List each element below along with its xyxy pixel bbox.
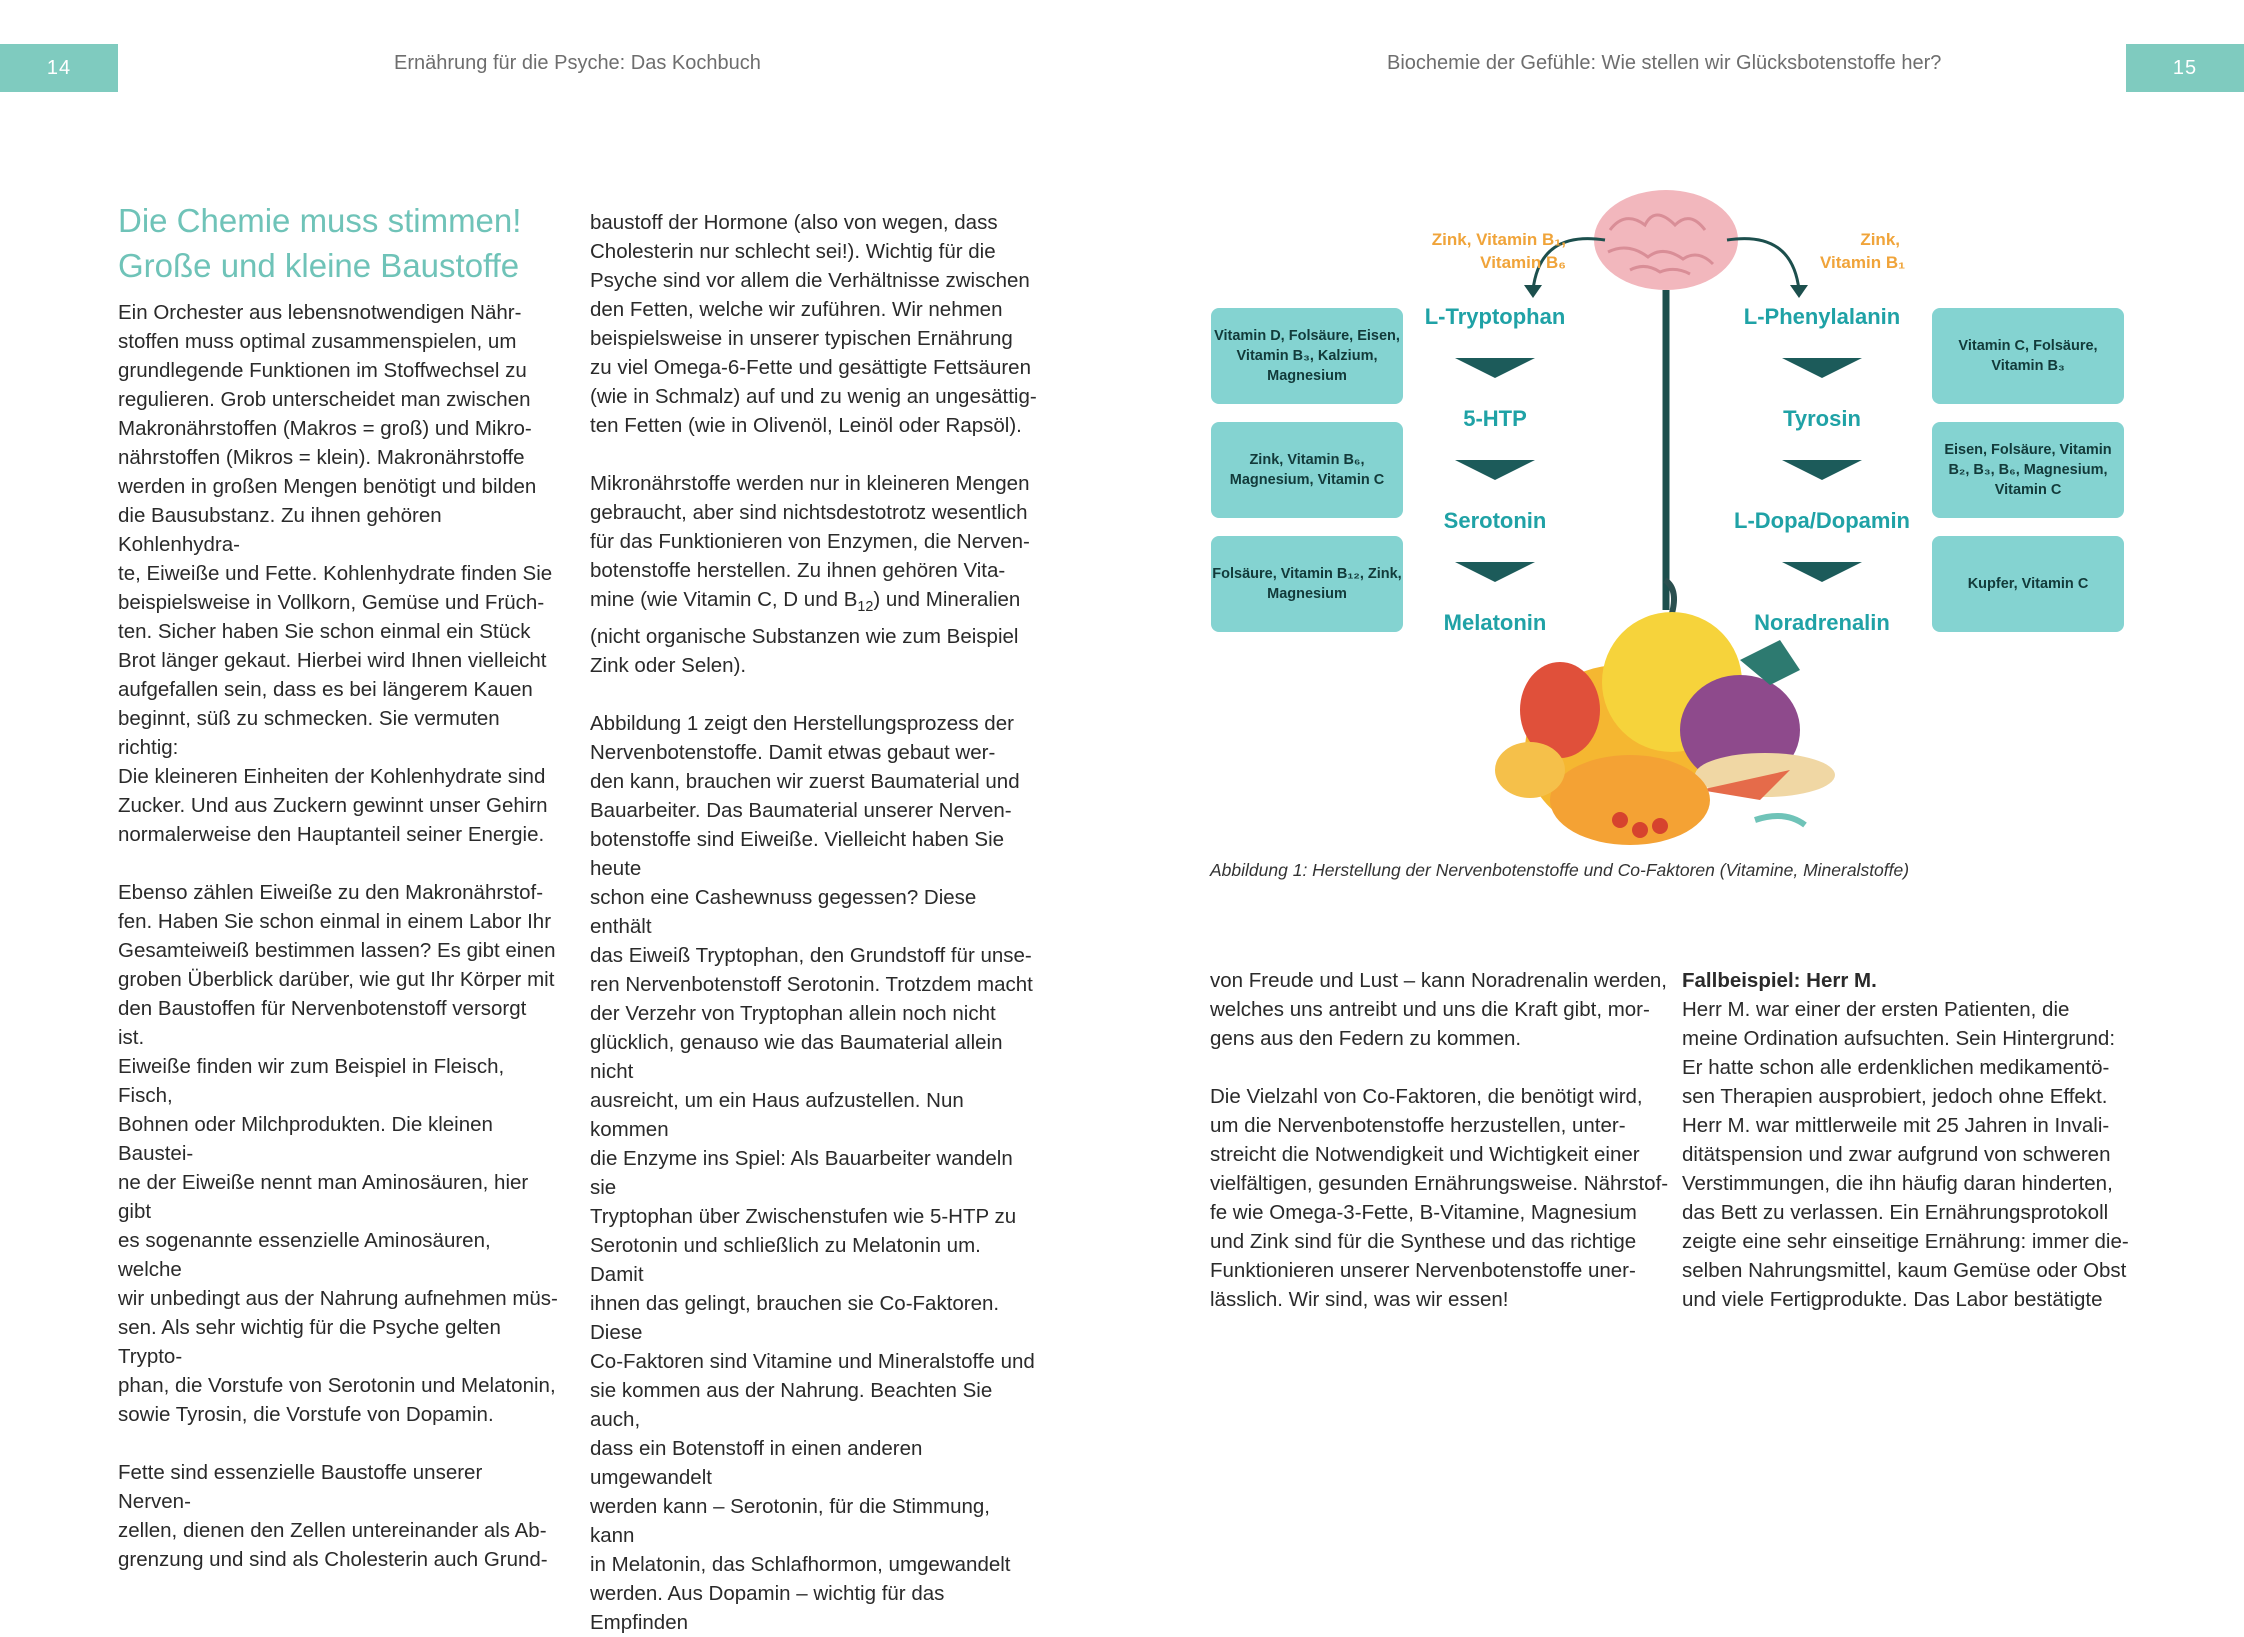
text-line: grundlegende Funktionen im Stoffwechsel zu (118, 359, 527, 382)
text-line: Zink oder Selen). (590, 654, 747, 678)
text-line: ne der Eiweiße nennt man Aminosäuren, hier gibt (118, 1171, 529, 1223)
text-line: in Melatonin, das Schlafhormon, umgewandelt (590, 1553, 1011, 1577)
body-text (590, 208, 1040, 585)
text-line: ditätspension und zwar aufgrund von schweren (1682, 1143, 2111, 1166)
text-line: von Freude und Lust – kann Noradrenalin werden, (1210, 969, 1667, 992)
text-line: werden. Aus Dopamin – wichtig für das Empfinden (590, 1582, 945, 1635)
text-line: Herr M. war einer der ersten Patienten, die (1682, 998, 2070, 1021)
cofactor-box-right-3 (1932, 536, 2124, 632)
right-curved-arrow (1727, 239, 1799, 290)
page-number-text: 15 (2172, 56, 2198, 79)
chem-5-htp: 5-HTP (1463, 406, 1527, 431)
text-line: Makronährstoffen (Makros = groß) und Mikro- (118, 417, 532, 440)
cofactor-line: Vitamin B₆ (1480, 253, 1566, 272)
text-line: sen. Als sehr wichtig für die Psyche gelten Trypto- (118, 1316, 501, 1368)
text-line: grenzung und sind als Cholesterin auch Grund- (118, 1548, 548, 1571)
body-text (590, 622, 1040, 1637)
paragraph-gap (1210, 1053, 1670, 1082)
text-line: den kann, brauchen wir zuerst Baumaterial und (590, 770, 1020, 794)
text-line: Tryptophan über Zwischenstufen wie 5-HTP zu (590, 1205, 1017, 1229)
text-line: ten. Sicher haben Sie schon einmal ein Stück (118, 620, 531, 643)
subscript: 12 (857, 599, 874, 616)
text-line: das Bett zu verlassen. Ein Ernährungsprotokoll (1682, 1201, 2109, 1224)
text-line: aufgefallen sein, dass es bei längerem Kauen (118, 678, 533, 701)
text-line: der Verzehr von Tryptophan allein noch nicht (590, 1002, 996, 1026)
cofactor-box-right-1 (1932, 308, 2124, 404)
text-line: Nervenbotenstoffe. Damit etwas gebaut wer- (590, 741, 996, 765)
text-line: Verstimmungen, die ihn häufig daran hinderten, (1682, 1172, 2113, 1195)
text-line: Mikronährstoffe werden nur in kleineren Mengen (590, 472, 1030, 495)
text-line: den Baustoffen für Nervenbotenstoff versorgt ist. (118, 997, 527, 1049)
right-page-column-2 (1682, 966, 2132, 1314)
text-line: (wie in Schmalz) auf und zu wenig an ungesättig- (590, 385, 1037, 408)
text-line: und viele Fertigprodukte. Das Labor bestätigte (1682, 1288, 2103, 1311)
body-text (118, 298, 558, 1574)
text-line: zeigte eine sehr einseitige Ernährung: immer die- (1682, 1230, 2129, 1253)
text-line: Bauarbeiter. Das Baumaterial unserer Nerven- (590, 799, 1012, 823)
page-number-right (2126, 44, 2244, 92)
heading-line: Große und kleine Baustoffe (118, 247, 520, 284)
text-line: sen Therapien ausprobiert, jedoch ohne Effekt. (1682, 1085, 2108, 1108)
text-line: ihnen das gelingt, brauchen sie Co-Faktoren. Diese (590, 1292, 1000, 1345)
text-line: gebraucht, aber sind nichtsdestotrotz wesentlich (590, 501, 1028, 524)
text-line: stoffen muss optimal zusammenspielen, um (118, 330, 517, 353)
chevron-arrow (1782, 460, 1862, 480)
cofactor-box-left-1 (1211, 308, 1403, 404)
cofactor-line: Zink, (1860, 230, 1900, 249)
text-line: regulieren. Grob unterscheidet man zwischen (118, 388, 531, 411)
cofactor-box-text: Eisen, Folsäure, Vitamin B₂, B₃, B₆, Magnesium, Vitamin C (1944, 442, 2112, 498)
text-line (590, 585, 1040, 622)
chem-l-phenylalanin: L-Phenylalanin (1743, 304, 1901, 329)
text-line: zu viel Omega-6-Fette und gesättigte Fettsäuren (590, 356, 1031, 379)
text-line: lässlich. Wir sind, was wir essen! (1210, 1288, 1509, 1311)
text-line: ren Nervenbotenstoff Serotonin. Trotzdem macht (590, 973, 1033, 997)
text-line: baustoff der Hormone (also von wegen, dass (590, 211, 998, 234)
left-page-column-2 (590, 208, 1040, 1637)
chem-serotonin: Serotonin (1443, 508, 1547, 533)
paragraph-gap (590, 440, 1040, 469)
figure-neurotransmitter-synthesis (1200, 190, 2140, 850)
text-line: beispielsweise in unserer typischen Ernährung (590, 327, 1013, 350)
text-line: für das Funktionieren von Enzymen, die Nerven- (590, 530, 1030, 553)
text-line: um die Nervenbotenstoffe herzustellen, unter- (1210, 1114, 1626, 1137)
chevron-arrow (1455, 358, 1535, 378)
page-number-text: 14 (46, 56, 72, 79)
text-line: Funktionieren unserer Nervenbotenstoffe uner- (1210, 1259, 1636, 1282)
running-title-left: Ernährung für die Psyche: Das Kochbuch (394, 52, 761, 74)
cofactor-label-right (1820, 228, 1906, 274)
right-page-column-1 (1210, 966, 1670, 1314)
text-line: es sogenannte essenzielle Aminosäuren, welche (118, 1229, 491, 1281)
paragraph-gap (590, 680, 1040, 709)
cofactor-label-left (1400, 228, 1566, 274)
left-arrowhead (1524, 285, 1542, 298)
text-line: Co-Faktoren sind Vitamine und Mineralstoffe und (590, 1350, 1035, 1374)
cofactor-box-text: Vitamin C, Folsäure, Vitamin B₃ (1958, 338, 2098, 374)
text-line: beispielsweise in Vollkorn, Gemüse und Früch- (118, 591, 545, 614)
text-line: Bohnen oder Milchprodukten. Die kleinen Baustei- (118, 1113, 493, 1165)
text-line: vielfältigen, gesunden Ernährungsweise. Nährstof- (1210, 1172, 1669, 1195)
text-line: werden kann – Serotonin, für die Stimmung, kann (590, 1495, 990, 1548)
chem-l-tryptophan: L-Tryptophan (1424, 304, 1566, 329)
page-number-left (0, 44, 118, 92)
section-heading (118, 198, 558, 288)
cofactor-box-text: Zink, Vitamin B₆, Magnesium, Vitamin C (1229, 452, 1385, 488)
cofactor-box-text: Folsäure, Vitamin B₁₂, Zink, Magnesium (1212, 566, 1402, 602)
cofactor-box-text: Kupfer, Vitamin C (1967, 576, 2089, 592)
text-line: das Eiweiß Tryptophan, den Grundstoff für unse- (590, 944, 1032, 968)
text-line: schon eine Cashewnuss gegessen? Diese enthält (590, 886, 977, 939)
text-line: sowie Tyrosin, die Vorstufe von Dopamin. (118, 1403, 494, 1426)
text-line: Eiweiße finden wir zum Beispiel in Fleisch, Fisch, (118, 1055, 505, 1107)
text-fragment: mine (wie Vitamin C, D und B (590, 588, 858, 611)
text-line: dass ein Botenstoff in einen anderen umgewandelt (590, 1437, 923, 1490)
text-line: Fette sind essenzielle Baustoffe unserer Nerven- (118, 1461, 483, 1513)
text-line: gens aus den Federn zu kommen. (1210, 1027, 1522, 1050)
cofactor-line: Vitamin B₁ (1820, 253, 1906, 272)
heading-line: Die Chemie muss stimmen! (118, 202, 522, 239)
text-line: normalerweise den Hauptanteil seiner Energie. (118, 823, 545, 846)
cofactor-box-left-3 (1211, 536, 1403, 632)
text-line: Cholesterin nur schlecht sei!). Wichtig für die (590, 240, 996, 263)
text-line: botenstoffe sind Eiweiße. Vielleicht haben Sie heute (590, 828, 1005, 881)
text-line: Die kleineren Einheiten der Kohlenhydrate sind (118, 765, 546, 788)
text-line: botenstoffe herstellen. Zu ihnen gehören Vita- (590, 559, 1006, 582)
text-line: fe wie Omega-3-Fette, B-Vitamine, Magnesium (1210, 1201, 1637, 1224)
text-line: Psyche sind vor allem die Verhältnisse zwischen (590, 269, 1030, 292)
text-line: nährstoffen (Mikros = klein). Makronährstoffe (118, 446, 525, 469)
text-line: groben Überblick darüber, wie gut Ihr Körper mit (118, 968, 555, 991)
text-line: glücklich, genauso wie das Baumaterial allein nicht (590, 1031, 1003, 1084)
text-line: (nicht organische Substanzen wie zum Beispiel (590, 625, 1019, 649)
chem-melatonin: Melatonin (1443, 610, 1547, 635)
text-line: welches uns antreibt und uns die Kraft gibt, mor- (1210, 998, 1650, 1021)
cofactor-box-right-2 (1932, 422, 2124, 518)
text-line: Die Vielzahl von Co-Faktoren, die benötigt wird, (1210, 1085, 1643, 1108)
text-line: Ebenso zählen Eiweiße zu den Makronährstof- (118, 881, 544, 904)
chevron-arrow (1455, 562, 1535, 582)
text-line: ten Fetten (wie in Olivenöl, Leinöl oder Rapsöl). (590, 414, 1022, 437)
cofactor-box-left-2 (1211, 422, 1403, 518)
text-line: zellen, dienen den Zellen untereinander als Ab- (118, 1519, 547, 1542)
running-title-right: Biochemie der Gefühle: Wie stellen wir Glücksbotenstoffe her? (1387, 52, 1942, 74)
text-line: Er hatte schon alle erdenklichen medikamentö- (1682, 1056, 2110, 1079)
case-heading: Fallbeispiel: Herr M. (1682, 969, 1877, 992)
cofactor-line: Zink, Vitamin B₁, (1431, 230, 1566, 249)
figure-artwork (1200, 190, 2140, 850)
chem-noradrenalin: Noradrenalin (1754, 610, 1890, 635)
text-line: sie kommen aus der Nahrung. Beachten Sie auch, (590, 1379, 993, 1432)
chevron-arrow (1455, 460, 1535, 480)
brain-illustration (1594, 190, 1738, 290)
chevron-arrow (1782, 358, 1862, 378)
text-line: beginnt, süß zu schmecken. Sie vermuten richtig: (118, 707, 500, 759)
text-line: selben Nahrungsmittel, kaum Gemüse oder Obst (1682, 1259, 2127, 1282)
text-line: werden in großen Mengen benötigt und bilden (118, 475, 537, 498)
text-line: wir unbedingt aus der Nahrung aufnehmen müs- (118, 1287, 558, 1310)
text-line: Abbildung 1 zeigt den Herstellungsprozess der (590, 712, 1014, 736)
text-line: die Bausubstanz. Zu ihnen gehören Kohlenhydra- (118, 504, 442, 556)
body-text (1210, 966, 1670, 1314)
text-line: Ein Orchester aus lebensnotwendigen Nähr- (118, 301, 522, 324)
text-line: und Zink sind für die Synthese und das richtige (1210, 1230, 1637, 1253)
cofactor-box-text: Vitamin D, Folsäure, Eisen, Vitamin B₃, Kalzium, Magnesium (1214, 328, 1400, 384)
text-line: Brot länger gekaut. Hierbei wird Ihnen vielleicht (118, 649, 547, 672)
text-line: Zucker. Und aus Zuckern gewinnt unser Gehirn (118, 794, 548, 817)
text-line: streicht die Notwendigkeit und Wichtigkeit einer (1210, 1143, 1640, 1166)
paragraph-gap (118, 1429, 558, 1458)
left-page-column-1 (118, 198, 558, 1574)
text-line: Herr M. war mittlerweile mit 25 Jahren in Invali- (1682, 1114, 2110, 1137)
text-line: den Fetten, welche wir zuführen. Wir nehmen (590, 298, 1003, 321)
body-text (1682, 995, 2132, 1314)
text-line: ausreicht, um ein Haus aufzustellen. Nun kommen (590, 1089, 964, 1142)
figure-caption: Abbildung 1: Herstellung der Nervenbotenstoffe und Co-Faktoren (Vitamine, Mineralstoffe) (1210, 860, 1910, 880)
chevron-arrow (1782, 562, 1862, 582)
chem-l-dopa-dopamin: L-Dopa/Dopamin (1734, 508, 1910, 533)
text-line: phan, die Vorstufe von Serotonin und Melatonin, (118, 1374, 556, 1397)
text-line: Serotonin und schließlich zu Melatonin um. Damit (590, 1234, 981, 1287)
text-line: fen. Haben Sie schon einmal in einem Labor Ihr (118, 910, 552, 933)
text-fragment: ) und Mineralien (873, 588, 1021, 611)
text-line: meine Ordination aufsuchten. Sein Hintergrund: (1682, 1027, 2116, 1050)
right-arrowhead (1790, 285, 1808, 298)
paragraph-gap (118, 849, 558, 878)
text-line: te, Eiweiße und Fette. Kohlenhydrate finden Sie (118, 562, 553, 585)
text-line: die Enzyme ins Spiel: Als Bauarbeiter wandeln sie (590, 1147, 1013, 1200)
chem-tyrosin: Tyrosin (1783, 406, 1861, 431)
text-line: Gesamteiweiß bestimmen lassen? Es gibt einen (118, 939, 556, 962)
